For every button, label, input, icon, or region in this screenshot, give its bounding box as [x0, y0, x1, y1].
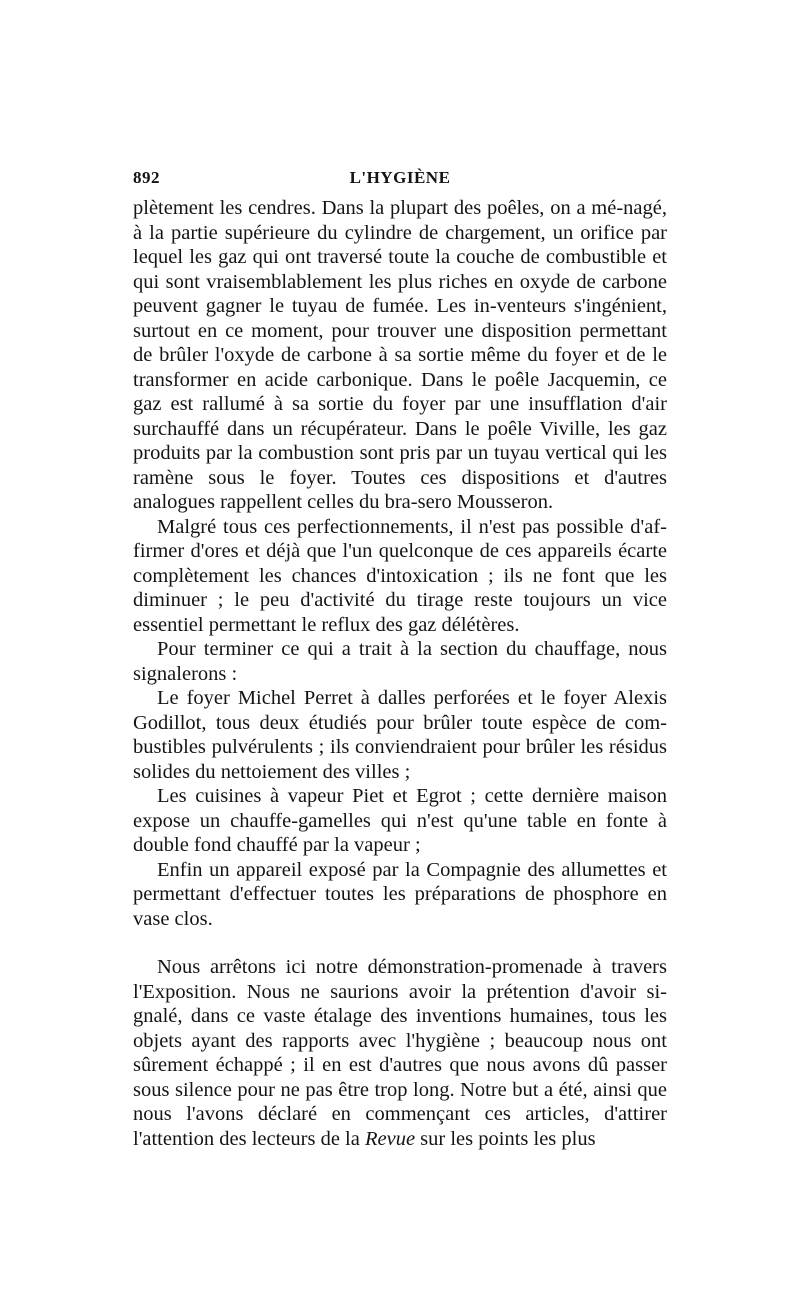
page-number: 892	[133, 168, 160, 187]
paragraph-chauffage-intro: Pour terminer ce qui a trait à la section du chauffage, nous signalerons :	[133, 638, 667, 685]
book-page	[133, 168, 667, 1151]
conclusion-text-end: sur les points les plus	[415, 1127, 596, 1150]
paragraph-conclusion	[133, 955, 667, 1151]
section-gap	[133, 931, 667, 955]
body-text	[133, 196, 667, 1151]
conclusion-text-start: Nous arrêtons ici notre démonstration-promenade à travers l'Exposition. Nous ne saurions avoir la prétention d'avoir si-gnalé, dans ce vaste étalage des inventions humaines, tous les objets ayant des rapports avec l'hygiène ; beaucoup nous ont sûrement échappé ; il en est d'autres que nous avons dû passer sous silence pour ne pas être trop long. Notre but a été, ainsi que nous l'avons déclaré en commençant ces articles, d'attirer l'attention des lecteurs de la	[133, 956, 667, 1150]
paragraph-perfectionnements: Malgré tous ces perfectionnements, il n'est pas possible d'af-firmer d'ores et déjà que l'un quelconque de ces appareils écarte complètement les chances d'intoxication ; ils ne font que les diminuer ; le peu d'activité du tirage reste toujours un vice essentiel permettant le reflux des gaz délétères.	[133, 515, 667, 636]
paragraph-foyer-perret: Le foyer Michel Perret à dalles perforées et le foyer Alexis Godillot, tous deux étudiés pour brûler toute espèce de com-bustibles pulvérulents ; ils conviendraient pour brûler les résidus solides du nettoiement des villes ;	[133, 687, 667, 783]
paragraph-allumettes: Enfin un appareil exposé par la Compagnie des allumettes et permettant d'effectuer toutes les préparations de phosphore en vase clos.	[133, 858, 667, 930]
revue-italic: Revue	[364, 1127, 416, 1150]
paragraph-cuisines-vapeur: Les cuisines à vapeur Piet et Egrot ; cette dernière maison expose un chauffe-gamelles qui n'est qu'une table en fonte à double fond chauffé par la vapeur ;	[133, 785, 667, 856]
running-title: L'HYGIÈNE	[349, 168, 451, 187]
paragraph-continuation: plètement les cendres. Dans la plupart des poêles, on a mé-nagé, à la partie supérieure du cylindre de chargement, un orifice par lequel les gaz qui ont traversé toute la couche de combustible et qui sont vraisemblablement les plus riches en oxyde de carbone peuvent gagner le tuyau de fumée. Les in-venteurs s'ingénient, surtout en ce moment, pour trouver une disposition permettant de brûler l'oxyde de carbone à sa sortie même du foyer et de le transformer en acide carbonique. Dans le poêle Jacquemin, ce gaz est rallumé à sa sortie du foyer par une insufflation d'air surchauffé dans un récupérateur. Dans le poêle Viville, les gaz produits par la combustion sont pris par un tuyau vertical qui les ramène sous le foyer. Toutes ces dispositions et d'autres analogues rappellent celles du bra-sero Mousseron.	[133, 197, 667, 513]
page-header	[133, 168, 667, 196]
